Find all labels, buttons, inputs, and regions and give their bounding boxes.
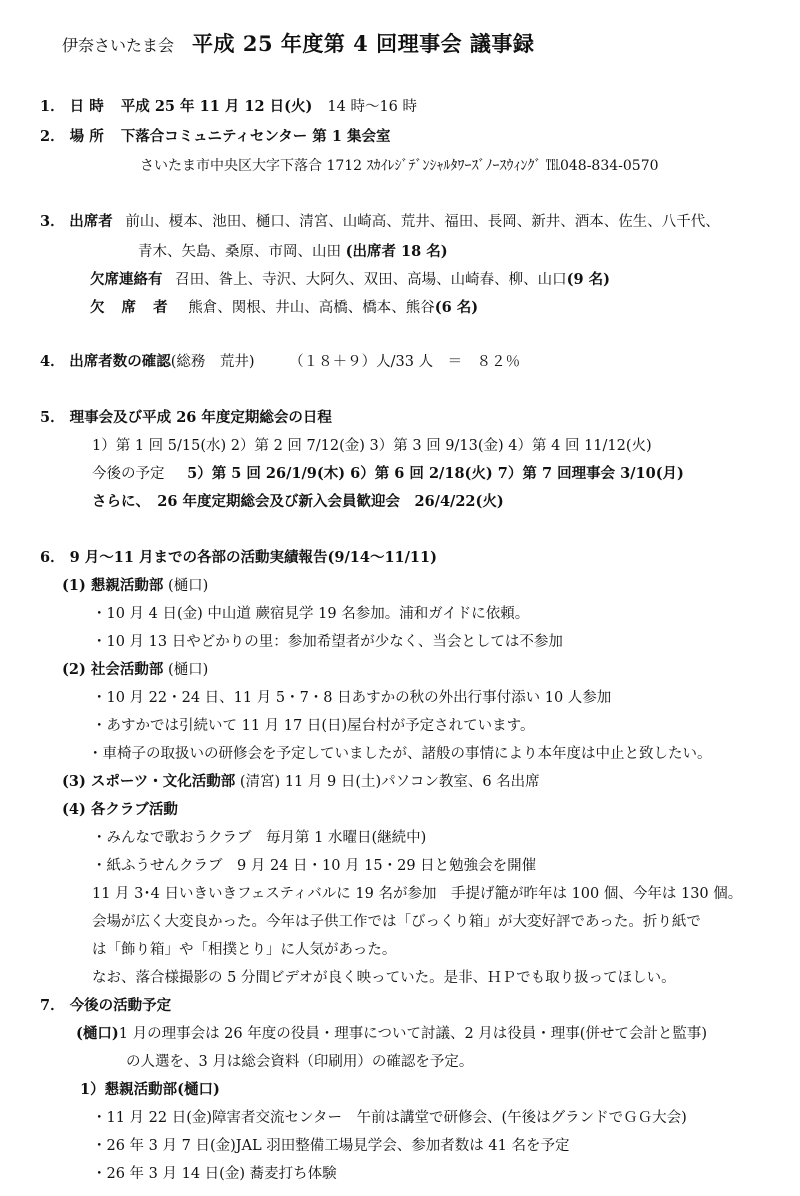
upcoming-summary bbox=[76, 1024, 707, 1044]
section-upcoming bbox=[40, 996, 171, 1016]
section-number: 6． bbox=[40, 549, 65, 566]
subsection-person: (樋口) bbox=[167, 578, 209, 594]
list-item: ・みんなで歌おうクラブ 毎月第 1 水曜日(継続中) bbox=[92, 830, 427, 846]
list-item: ・紙ふうせんクラブ 9 月 24 日・10 月 15・29 日と勉強会を開催 bbox=[92, 858, 537, 874]
page-title: 平成 25 年度第 4 回理事会 議事録 bbox=[192, 31, 535, 56]
sub-community bbox=[62, 660, 208, 680]
section-label: 日 時 bbox=[69, 98, 104, 115]
future-label: 今後の予定 bbox=[92, 466, 165, 482]
section-number: 7． bbox=[40, 997, 65, 1014]
list-item: なお、落合様撮影の 5 分間ビデオが良く映っていた。是非、ＨＰでも取り扱ってほしい。 bbox=[92, 970, 676, 986]
attendee-list-cont bbox=[138, 242, 448, 262]
list-item: は「飾り箱」や「相撲とり」に人気があった。 bbox=[92, 942, 397, 958]
list-item: ・あすかでは引続いて 11 月 17 日(日)屋台村が予定されています。 bbox=[92, 718, 535, 734]
document-title bbox=[62, 28, 534, 58]
subsection-label: (1) 懇親活動部 bbox=[62, 577, 164, 594]
list-item: 11 月 3･4 日いきいきフェスティバルに 19 名が参加 手提げ籠が昨年は 100 個、今年は 130 個。 bbox=[92, 886, 743, 902]
venue-name: 下落合コミュニティセンター 第 1 集会室 bbox=[120, 128, 391, 145]
upcoming-person: (樋口) bbox=[76, 1025, 119, 1042]
list-item: ・11 月 22 日(金)障害者交流センター 午前は講堂で研修会、(午後はグランドでＧＧ大会) bbox=[92, 1110, 687, 1126]
attendance-rate: （１８＋９）人/33 人 ＝ ８２％ bbox=[289, 354, 521, 370]
section-schedule bbox=[40, 408, 332, 428]
attendee-list: 前山、榎本、池田、樋口、清宮、山崎高、荒井、福田、長岡、新井、酒本、佐生、八千代、 bbox=[125, 214, 720, 230]
section-label: 理事会及び平成 26 年度定期総会の日程 bbox=[69, 409, 332, 426]
org-name: 伊奈さいたま会 bbox=[62, 36, 175, 55]
upcoming-text: 1 月の理事会は 26 年度の役員・理事について討議、2 月は役員・理事(併せて会計と監事) bbox=[118, 1026, 708, 1042]
section-attendance-rate bbox=[40, 352, 520, 372]
sub-clubs: (4) 各クラブ活動 bbox=[62, 801, 178, 818]
subsection-person: (樋口) bbox=[167, 662, 209, 678]
section-number: 5． bbox=[40, 409, 65, 426]
section-attendees bbox=[40, 212, 720, 232]
section-activity-report bbox=[40, 548, 437, 568]
meeting-time: 14 時〜16 時 bbox=[327, 99, 418, 115]
list-item: ・26 年 3 月 14 日(金) 蕎麦打ち体験 bbox=[92, 1166, 337, 1182]
section-venue bbox=[40, 127, 390, 147]
section-number: 1． bbox=[40, 98, 65, 115]
section-label: 出席者数の確認 bbox=[69, 353, 171, 370]
section-note: (総務 荒井) bbox=[170, 354, 255, 370]
subsection-text: (清宮) 11 月 9 日(土)パソコン教室、6 名出席 bbox=[239, 774, 540, 790]
absent-count: (6 名) bbox=[434, 299, 479, 316]
list-item: ・10 月 13 日やどかりの里：参加希望者が少なく、当会としては不参加 bbox=[92, 634, 563, 650]
section-number: 3． bbox=[40, 213, 65, 230]
subsection-label: (2) 社会活動部 bbox=[62, 661, 164, 678]
section-label: 今後の活動予定 bbox=[69, 997, 172, 1014]
section-number: 2． bbox=[40, 128, 65, 145]
list-item: ・車椅子の取扱いの研修会を予定していましたが、諸般の事情により本年度は中止と致したい。 bbox=[88, 746, 712, 762]
list-item: ・10 月 4 日(金) 中山道 蕨宿見学 19 名参加。浦和ガイドに依頼。 bbox=[92, 606, 530, 622]
notified-label: 欠席連絡有 bbox=[90, 271, 163, 288]
attendee-count: (出席者 18 名) bbox=[345, 243, 448, 260]
section-datetime bbox=[40, 97, 417, 117]
section-number: 4． bbox=[40, 353, 65, 370]
subsection-label: (3) スポーツ・文化活動部 bbox=[62, 773, 236, 790]
list-item: ・26 年 3 月 7 日(金)JAL 羽田整備工場見学会、参加者数は 41 名を予定 bbox=[92, 1138, 570, 1154]
sub-social-club bbox=[62, 576, 208, 596]
attendee-list: 青木、矢島、桑原、市岡、山田 bbox=[138, 244, 341, 260]
general-assembly: さらに、 26 年度定期総会及び新入会員歓迎会 26/4/22(火) bbox=[92, 493, 504, 510]
absentees bbox=[90, 298, 478, 318]
sub-sports-culture bbox=[62, 772, 540, 792]
schedule-future bbox=[92, 464, 684, 484]
meeting-date: 平成 25 年 11 月 12 日(火) bbox=[120, 98, 313, 115]
notified-absences bbox=[90, 270, 610, 290]
list-item: 会場が広く大変良かった。今年は子供工作では「びっくり箱」が大変好評であった。折り紙で bbox=[92, 914, 701, 930]
absent-label: 欠 席 者 bbox=[90, 299, 174, 316]
list-item: ・10 月 22・24 日、11 月 5・7・8 日あすかの秋の外出行事付添い 10 人参加 bbox=[92, 690, 612, 706]
notified-list: 召田、昝上、寺沢、大阿久、双田、高場、山崎春、柳、山口 bbox=[175, 272, 567, 288]
schedule-past: 1）第 1 回 5/15(水) 2）第 2 回 7/12(金) 3）第 3 回 9/13(金) 4）第 4 回 11/12(火) bbox=[92, 438, 652, 454]
upcoming-text-cont: の人選を、3 月は総会資料（印刷用）の確認を予定。 bbox=[126, 1054, 474, 1070]
section-label: 出席者 bbox=[69, 213, 113, 230]
future-meetings: 5）第 5 回 26/1/9(木) 6）第 6 回 2/18(火) 7）第 7 回理事会 3/10(月) bbox=[187, 465, 684, 482]
section-label: 場 所 bbox=[69, 128, 104, 145]
venue-address: さいたま市中央区大字下落合 1712 ｽｶｲﾚｼﾞﾃﾞﾝｼｬﾙﾀﾜｰｽﾞﾉｰｽｳｨﾝｸﾞ ℡048-834-0570 bbox=[140, 158, 659, 174]
notified-count: (9 名) bbox=[566, 271, 610, 288]
absent-list: 熊倉、関根、井山、高橋、橋本、熊谷 bbox=[188, 300, 435, 316]
upcoming-social-club: 1）懇親活動部(樋口) bbox=[80, 1081, 220, 1098]
section-label: 9 月〜11 月までの各部の活動実績報告(9/14〜11/11) bbox=[69, 549, 437, 566]
